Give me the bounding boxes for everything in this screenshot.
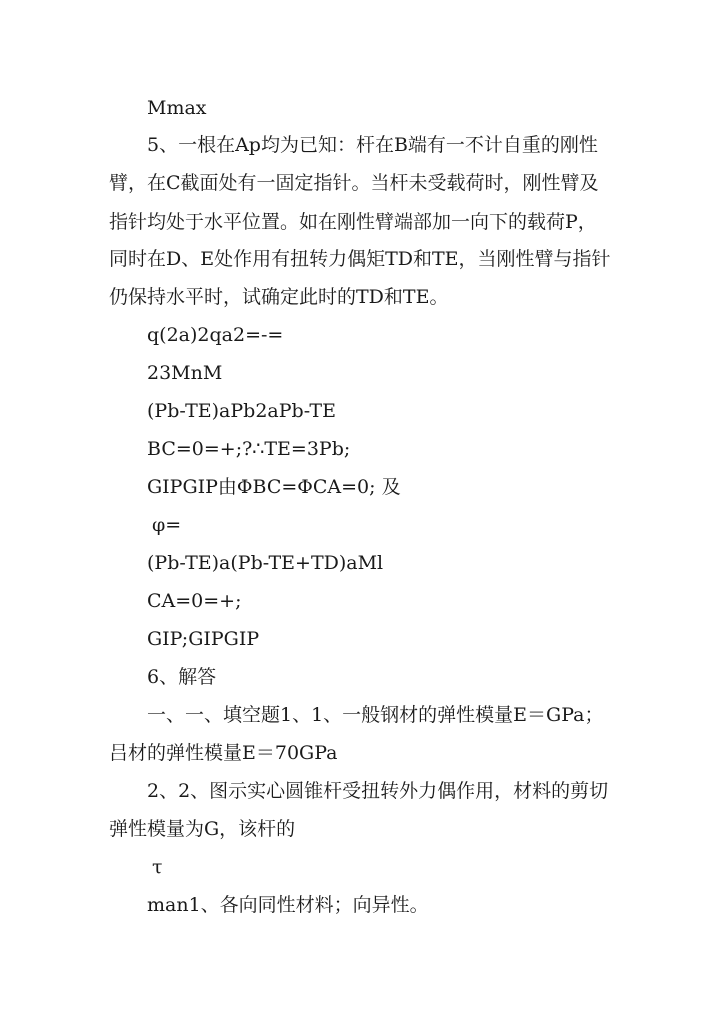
text-line: 指针均处于水平位置。如在刚性臂端部加一向下的载荷P，	[109, 211, 597, 233]
text-line: 同时在D、E处作用有扭转力偶矩TD和TE，当刚性臂与指针	[109, 248, 611, 270]
text-line: man1、各向同性材料；向异性。	[147, 894, 429, 916]
text-line: (Pb-TE)a(Pb-TE+TD)aMl	[147, 552, 384, 574]
text-line: q(2a)2qa2=-=	[147, 324, 284, 346]
text-line: 弹性模量为G，该杆的	[109, 818, 296, 840]
text-line: 仍保持水平时，试确定此时的TD和TE。	[109, 286, 449, 308]
text-line: CA=0=+;	[147, 590, 242, 612]
text-line: 5、一根在Ap均为已知：杆在B端有一不计自重的刚性	[147, 134, 598, 156]
text-line: 23MnM	[147, 362, 223, 384]
text-line: 2、2、图示实心圆锥杆受扭转外力偶作用，材料的剪切	[147, 780, 609, 802]
text-line: (Pb-TE)aPb2aPb-TE	[147, 400, 336, 422]
text-line: Mmax	[147, 97, 207, 119]
text-line: 一、一、填空题1、1、一般钢材的弹性模量E＝GPa；	[147, 704, 604, 726]
text-line: τ	[152, 856, 163, 878]
text-line: GIPGIP由ΦBC=ΦCA=0; 及	[147, 476, 401, 498]
text-line: BC=0=+;?∴TE=3Pb;	[147, 438, 351, 460]
text-line: 吕材的弹性模量E＝70GPa	[109, 742, 338, 764]
text-line: 6、解答	[147, 666, 217, 688]
text-line: 臂，在C截面处有一固定指针。当杆未受载荷时，刚性臂及	[109, 172, 599, 194]
text-line: φ=	[152, 514, 182, 536]
text-line: GIP;GIPGIP	[147, 628, 260, 650]
